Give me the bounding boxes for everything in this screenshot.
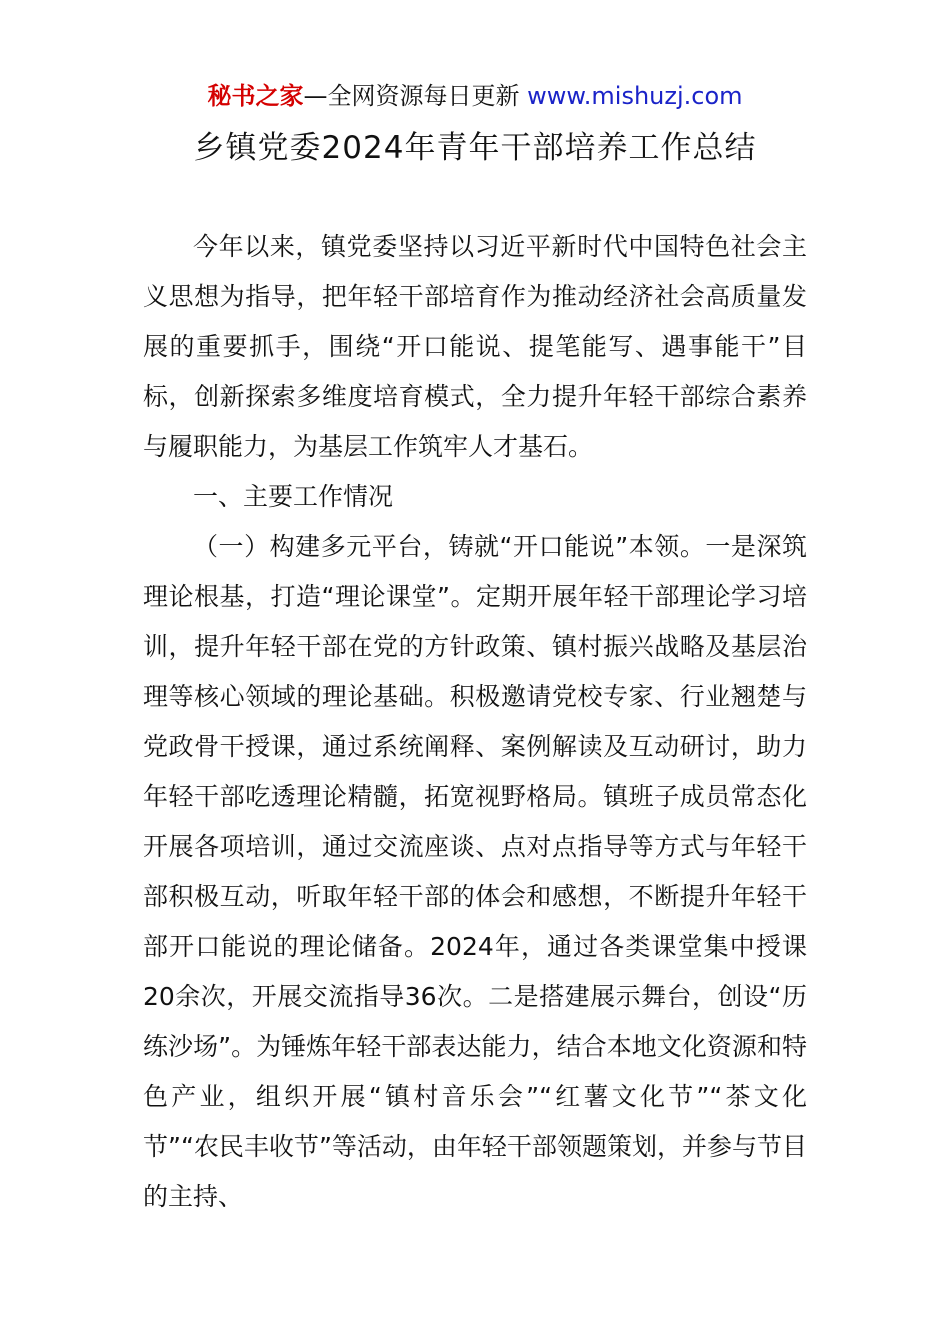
brand-name: 秘书之家 [207, 82, 304, 110]
site-url-link[interactable]: www.mishuzj.com [527, 82, 743, 110]
document-body [143, 222, 807, 1222]
section-heading: 一、主要工作情况 [193, 482, 394, 511]
intro-paragraph: 今年以来，镇党委坚持以习近平新时代中国特色社会主义思想为指导，把年轻干部培育作为推动经济社会高质量发展的重要抓手，围绕“开口能说、提笔能写、遇事能干”目标，创新探索多维度培育模式，全力提升年轻干部综合素养与履职能力，为基层工作筑牢人才基石。 [143, 232, 807, 461]
header-tagline: —全网资源每日更新 [303, 82, 528, 110]
site-header [0, 80, 950, 112]
body-paragraph: （一）构建多元平台，铸就“开口能说”本领。一是深筑理论根基，打造“理论课堂”。定期开展年轻干部理论学习培训，提升年轻干部在党的方针政策、镇村振兴战略及基层治理等核心领域的理论基础。积极邀请党校专家、行业翘楚与党政骨干授课，通过系统阐释、案例解读及互动研讨，助力年轻干部吃透理论精髓，拓宽视野格局。镇班子成员常态化开展各项培训，通过交流座谈、点对点指导等方式与年轻干部积极互动，听取年轻干部的体会和感想，不断提升年轻干部开口能说的理论储备。2024年，通过各类课堂集中授课20余次，开展交流指导36次。二是搭建展示舞台，创设“历练沙场”。为锤炼年轻干部表达能力，结合本地文化资源和特色产业，组织开展“镇村音乐会”“红薯文化节”“茶文化节”“农民丰收节”等活动，由年轻干部领题策划，并参与节目的主持、 [143, 532, 807, 1211]
document-title: 乡镇党委2024年青年干部培养工作总结 [193, 130, 757, 166]
